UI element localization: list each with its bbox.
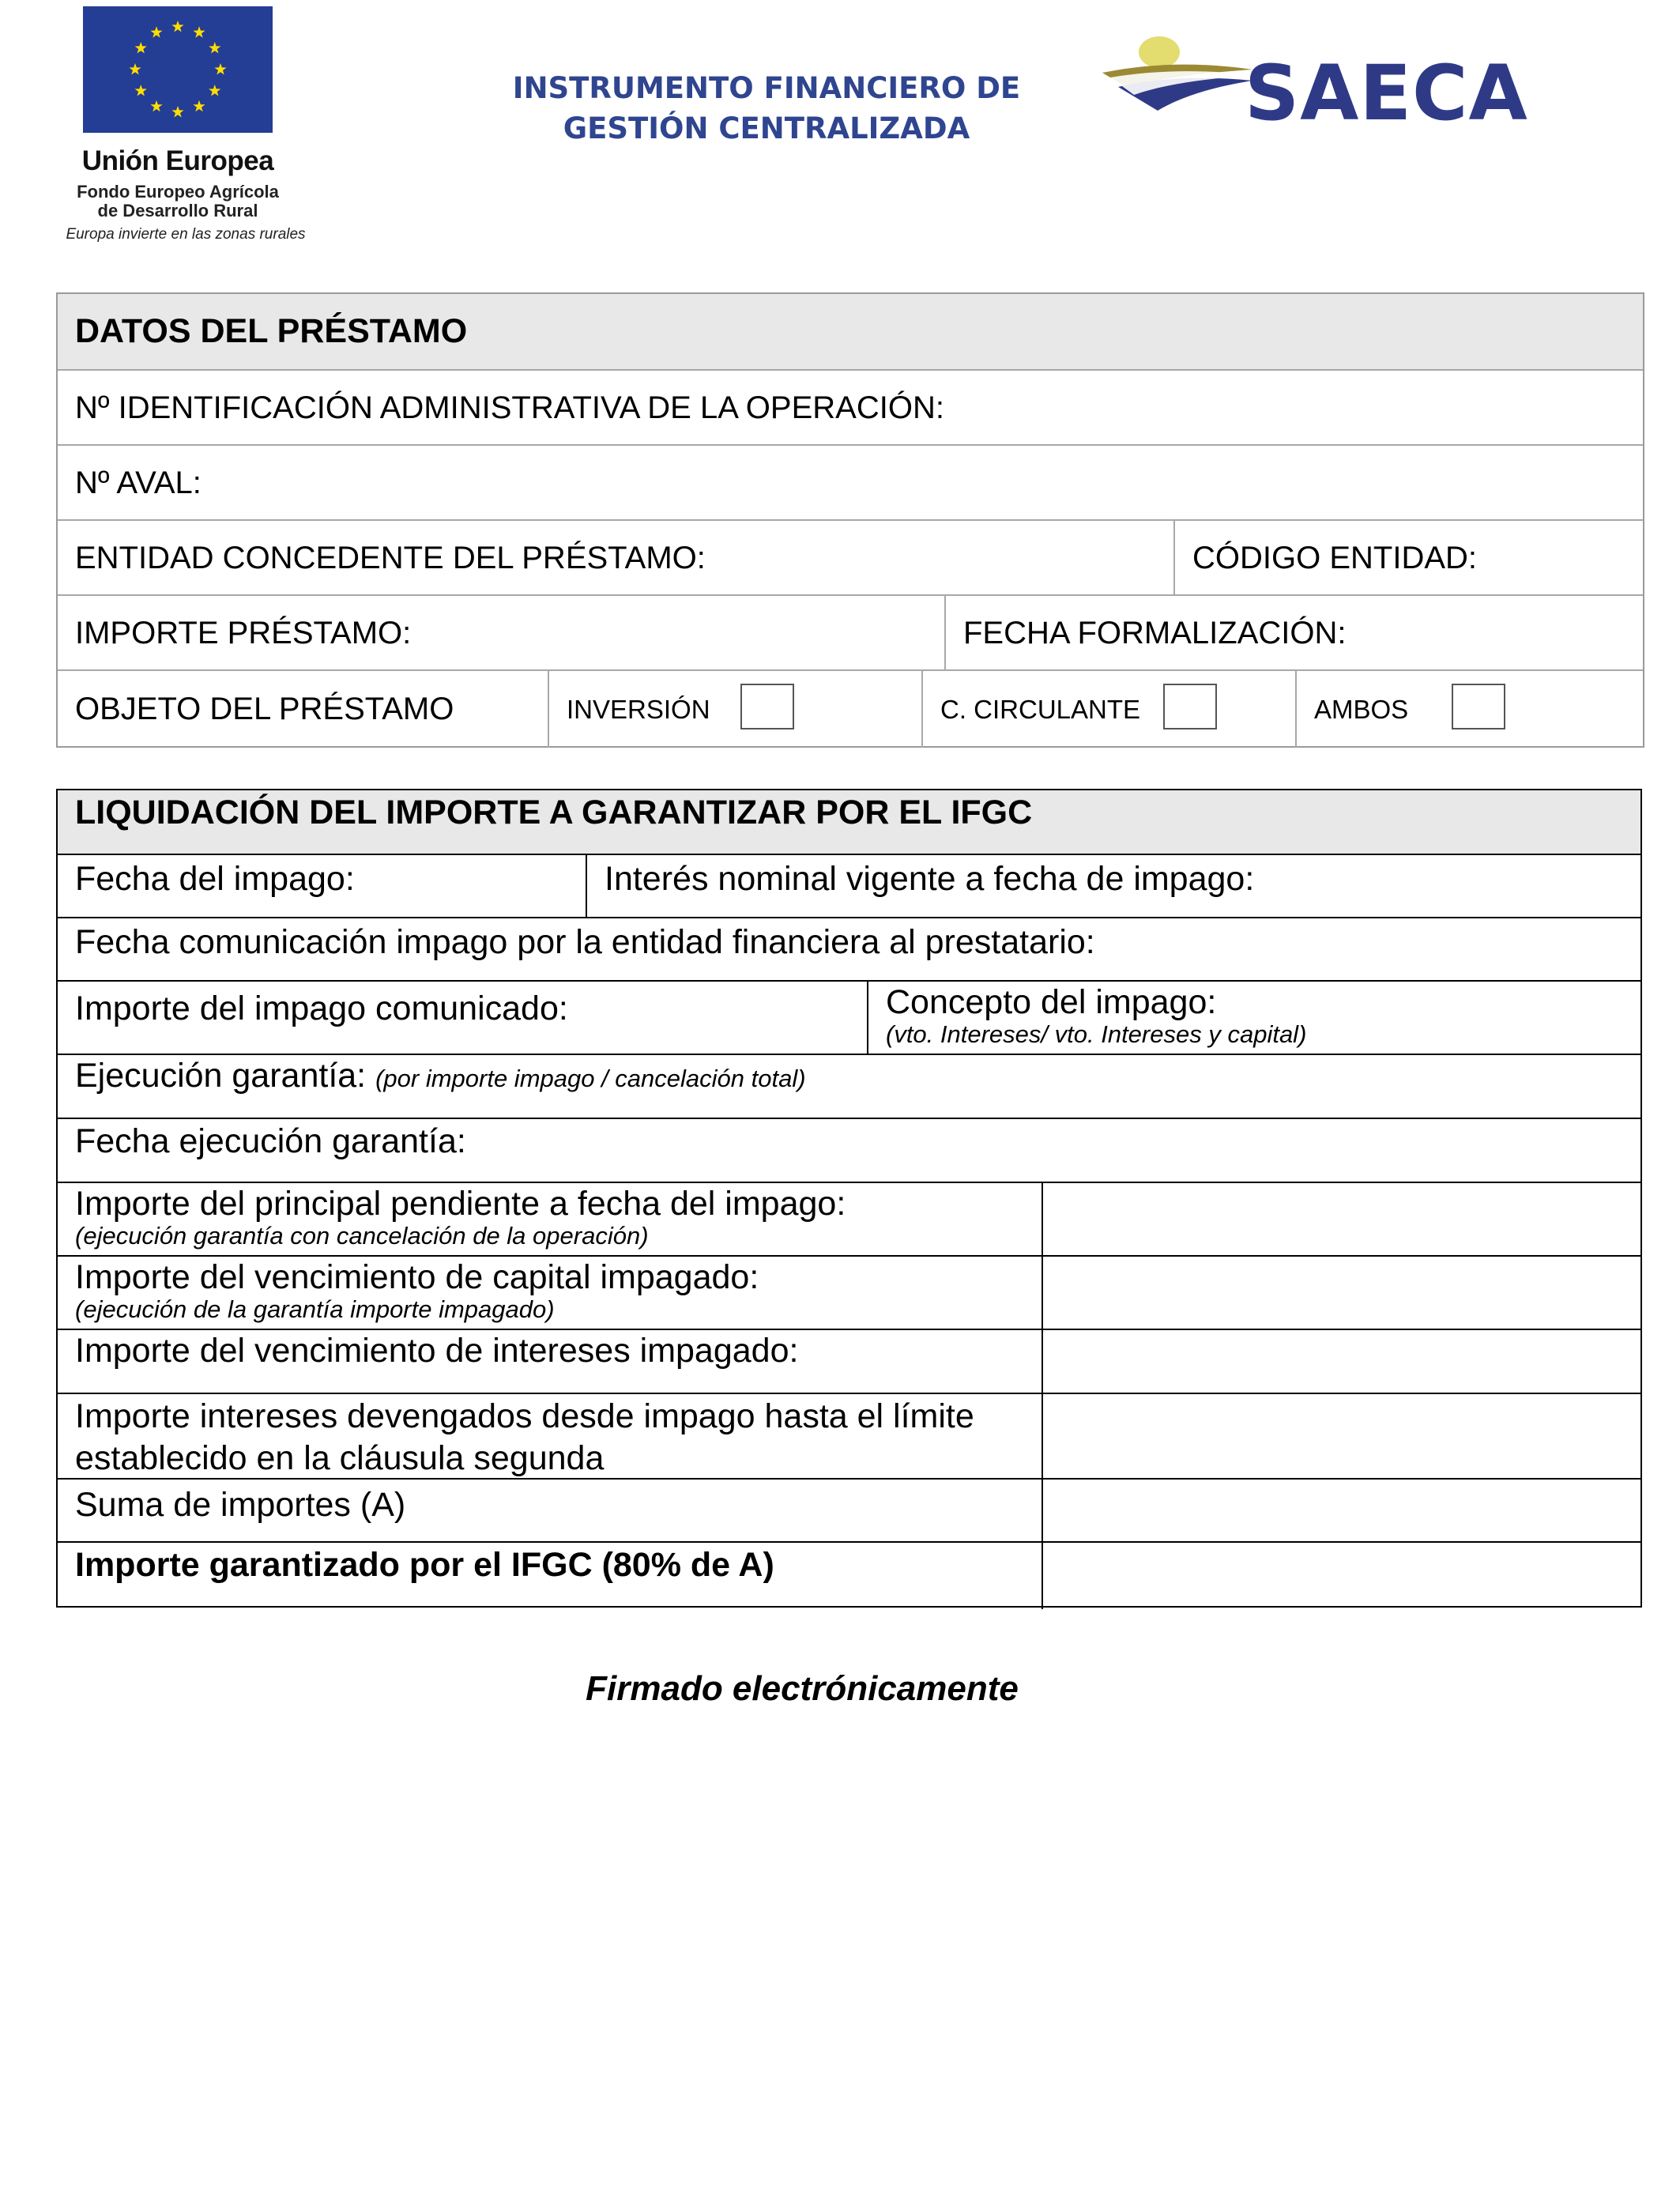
- electronic-signature-note: Firmado electrónicamente: [586, 1669, 1019, 1708]
- principal-label: [58, 1183, 1042, 1257]
- interest-due-label: Importe del vencimiento de intereses impagado:: [75, 1332, 799, 1370]
- capital-due-note: (ejecución de la garantía importe impagado): [75, 1295, 555, 1323]
- eu-star-icon: [135, 85, 147, 96]
- option-ambos-label: AMBOS: [1314, 694, 1409, 724]
- default-date-row: [58, 854, 1640, 918]
- entity-row: [58, 519, 1643, 596]
- document-title: [490, 68, 1043, 149]
- eu-star-icon: [193, 26, 205, 38]
- loan-id-field[interactable]: Nº IDENTIFICACIÓN ADMINISTRATIVA DE LA OPERACIÓN:: [75, 390, 944, 425]
- eu-star-icon: [209, 42, 220, 54]
- accrued-interest-row: [58, 1393, 1640, 1480]
- sum-row: [58, 1478, 1640, 1543]
- eu-star-icon: [150, 100, 162, 111]
- loan-id-row: [58, 369, 1643, 446]
- eu-star-icon: [129, 63, 141, 75]
- eu-star-icon: [150, 26, 162, 38]
- loan-data-header-row: [58, 294, 1643, 369]
- amount-row: [58, 594, 1643, 671]
- eu-logo-title: Unión Europea: [81, 145, 274, 176]
- sum-value-field[interactable]: [1042, 1480, 1640, 1543]
- option-circulante-label: C. CIRCULANTE: [940, 694, 1141, 724]
- settlement-table: [56, 789, 1642, 1608]
- entity-field[interactable]: ENTIDAD CONCEDENTE DEL PRÉSTAMO:: [75, 541, 706, 575]
- saeca-logo: [1102, 32, 1537, 142]
- concept-label: Concepto del impago:: [886, 983, 1217, 1021]
- capital-due-row: [58, 1255, 1640, 1330]
- ambos-checkbox[interactable]: [1452, 684, 1505, 729]
- option-ambos: [1295, 671, 1643, 748]
- execution-date-field[interactable]: Fecha ejecución garantía:: [75, 1122, 466, 1160]
- guaranteed-value-field[interactable]: [1042, 1543, 1640, 1609]
- purpose-label: OBJETO DEL PRÉSTAMO: [75, 692, 454, 726]
- eu-logo-fund-line1: Fondo Europeo Agrícola: [77, 182, 279, 202]
- saeca-wordmark: SAECA: [1245, 49, 1528, 138]
- execution-row: [58, 1054, 1640, 1119]
- settlement-header-row: [58, 790, 1640, 854]
- entity-code-field[interactable]: CÓDIGO ENTIDAD:: [1173, 521, 1643, 596]
- guaranteed-label: Importe garantizado por el IFGC (80% de A): [75, 1546, 774, 1584]
- eu-star-icon: [209, 85, 220, 96]
- capital-due-text: Importe del vencimiento de capital impagado:: [75, 1258, 759, 1296]
- option-inversion: [548, 671, 921, 748]
- default-date-field[interactable]: Fecha del impago:: [75, 860, 355, 898]
- eu-star-icon: [193, 100, 205, 111]
- principal-value-field[interactable]: [1042, 1183, 1640, 1257]
- execution-label: Ejecución garantía:: [75, 1057, 367, 1095]
- accrued-interest-line1: Importe intereses devengados desde impago hasta el límite: [75, 1397, 974, 1435]
- concept-note: (vto. Intereses/ vto. Intereses y capital): [886, 1020, 1307, 1048]
- sum-label: Suma de importes (A): [75, 1486, 406, 1524]
- accrued-interest-value-field[interactable]: [1042, 1394, 1640, 1480]
- eu-star-icon: [171, 21, 183, 32]
- execution-date-row: [58, 1118, 1640, 1183]
- communicated-amount-field[interactable]: Importe del impago comunicado:: [75, 990, 568, 1027]
- eu-logo-tagline: Europa invierte en las zonas rurales: [66, 226, 306, 243]
- eu-flag-icon: [83, 6, 273, 133]
- accrued-interest-label: [58, 1394, 1042, 1480]
- loan-amount-field[interactable]: IMPORTE PRÉSTAMO:: [75, 616, 412, 650]
- execution-field[interactable]: [58, 1055, 1640, 1119]
- capital-due-label: [58, 1257, 1042, 1330]
- purpose-row: [58, 669, 1643, 748]
- circulante-checkbox[interactable]: [1163, 684, 1217, 729]
- communicated-amount-row: [58, 980, 1640, 1055]
- accrued-interest-line2: establecido en la cláusula segunda: [75, 1439, 605, 1477]
- inversion-checkbox[interactable]: [740, 684, 794, 729]
- interest-rate-field[interactable]: Interés nominal vigente a fecha de impago:: [586, 855, 1640, 918]
- guaranteed-row: [58, 1541, 1640, 1609]
- communication-date-row: [58, 917, 1640, 982]
- settlement-heading: LIQUIDACIÓN DEL IMPORTE A GARANTIZAR POR EL IFGC: [58, 790, 1640, 854]
- capital-due-value-field[interactable]: [1042, 1257, 1640, 1330]
- option-circulante: [921, 671, 1295, 748]
- formalization-date-field[interactable]: FECHA FORMALIZACIÓN:: [944, 596, 1643, 671]
- document-title-line1: INSTRUMENTO FINANCIERO DE: [512, 71, 1021, 105]
- principal-text: Importe del principal pendiente a fecha del impago:: [75, 1185, 846, 1223]
- eu-logo-fund-line2: de Desarrollo Rural: [97, 201, 258, 221]
- loan-data-table: [56, 292, 1644, 748]
- interest-due-row: [58, 1329, 1640, 1394]
- saeca-swoosh-icon: [1102, 32, 1260, 142]
- concept-field[interactable]: [867, 982, 1640, 1055]
- aval-row: [58, 444, 1643, 521]
- eu-star-icon: [171, 106, 183, 118]
- principal-note: (ejecución garantía con cancelación de la operación): [75, 1222, 649, 1250]
- document-title-line2: GESTIÓN CENTRALIZADA: [563, 111, 970, 145]
- aval-field[interactable]: Nº AVAL:: [75, 466, 202, 500]
- eu-star-icon: [214, 63, 226, 75]
- principal-row: [58, 1182, 1640, 1257]
- execution-note: (por importe impago / cancelación total): [375, 1065, 806, 1092]
- communication-date-field[interactable]: Fecha comunicación impago por la entidad financiera al prestatario:: [75, 923, 1095, 961]
- loan-data-heading: DATOS DEL PRÉSTAMO: [58, 294, 1643, 369]
- eu-logo: [59, 6, 312, 243]
- eu-star-icon: [135, 42, 147, 54]
- interest-due-value-field[interactable]: [1042, 1330, 1640, 1394]
- option-inversion-label: INVERSIÓN: [567, 694, 710, 724]
